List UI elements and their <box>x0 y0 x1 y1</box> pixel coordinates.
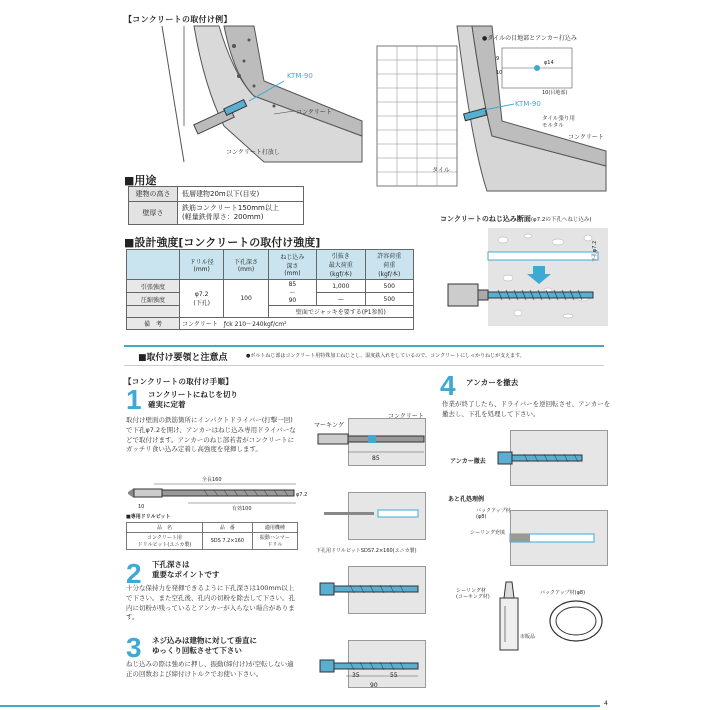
drill-dia-label: φ7.2 <box>296 492 308 498</box>
table-row <box>127 523 298 533</box>
strength-row-head-blank <box>127 306 180 318</box>
strength-table <box>126 249 414 330</box>
right-ktm-label: KTM-90 <box>515 100 541 108</box>
mortar-label: タイル張り用モルタル <box>542 116 575 129</box>
diagram-title-sub: (φ7.2の下孔へねじ込み) <box>530 217 592 223</box>
strength-cell: 500 <box>365 280 414 293</box>
strength-cell: 500 <box>365 293 414 306</box>
anchor-screw-illustration <box>448 278 608 318</box>
drill-effective-label: 有効100 <box>232 506 252 512</box>
removal-figure <box>494 446 604 472</box>
step3-title: ネジ込みは建物に対して垂直に ゆっくり回転させて下さい <box>152 636 257 655</box>
strength-col: 許容荷重 荷重 (kgf/本) <box>365 250 414 280</box>
table-row <box>127 250 414 280</box>
strength-screw: 85 ～ 90 <box>268 280 316 306</box>
table-row <box>129 187 304 202</box>
left-ktm-label: KTM-90 <box>287 72 313 80</box>
step3-number: 3 <box>126 632 142 663</box>
strength-col: 引抜き 最大荷重 (kgf/本) <box>317 250 365 280</box>
strength-col: 下孔深さ (mm) <box>224 250 268 280</box>
strength-cell: 1,000 <box>317 280 365 293</box>
sealing-figure <box>510 528 606 548</box>
table-row <box>127 280 414 293</box>
left-install-illustration <box>124 26 362 162</box>
fig-concrete-label: コンクリート <box>388 413 424 420</box>
right-concrete-label: コンクリート <box>568 134 604 141</box>
drilling-figure <box>318 428 428 458</box>
step4-title: アンカーを撤去 <box>466 378 519 387</box>
fig-55-label: 55 <box>390 672 398 679</box>
fig-90-label: 90 <box>370 682 378 689</box>
diagram-title-main: コンクリートのねじ込み断面 <box>440 215 531 223</box>
diagram-dim-label: 下孔φ7.2 <box>592 240 598 262</box>
fig-bit-name: 下孔用ドリルビットSDS7.2×160(ユニカ製) <box>316 548 417 554</box>
strength-heading: ■設計強度[コンクリートの取付け強度] <box>124 236 321 249</box>
notes-bar <box>124 345 604 366</box>
strength-note-head: 備 考 <box>127 318 180 330</box>
fig-35-label: 35 <box>352 672 360 679</box>
strength-jack: 壁面でジャッキを要する(P1参照) <box>268 306 413 318</box>
strength-col: ドリル径 (mm) <box>180 250 224 280</box>
drill-spec-table <box>126 522 298 550</box>
strength-cell: — <box>317 293 365 306</box>
drill-ten-label: 10 <box>138 504 145 510</box>
step2-number: 2 <box>126 558 142 589</box>
left-exposed-label: コンクリート打放し <box>226 149 280 156</box>
fig-backup-label: バックアップ材 (φ8) <box>476 508 511 520</box>
strength-col: ねじ込み 深さ (mm) <box>268 250 316 280</box>
drill-spec-heading: ■専用ドリルビット <box>126 514 171 520</box>
right-install-illustration <box>372 26 606 191</box>
screw-in-figure-2 <box>316 654 426 680</box>
drill-col: 適用機種 <box>252 523 297 533</box>
step1-title: コンクリートにねじを切り 確実に定着 <box>148 390 238 409</box>
use-row-value: 低層建物20m以下(目安) <box>178 187 304 202</box>
sealing-tube-icon <box>496 582 522 652</box>
fig-sealing-mat-label: シーリング材 (コーキング材) <box>456 588 490 600</box>
d10joint-label: 10(目地部) <box>542 90 568 96</box>
step3-text: ねじ込みの際は強めに押し、振動(締付け)が空転しない適正の回数および締付けトルクでお使い下さい。 <box>126 660 294 678</box>
drill-total-label: 全長160 <box>202 477 222 483</box>
d14-label: φ14 <box>544 60 554 66</box>
example-title: 【コンクリートの取付け例】 <box>124 15 232 24</box>
drill-bit-figure <box>124 474 308 512</box>
fig-backup2-label: バックアップ材(φ8) <box>540 590 586 596</box>
step2-text: 十分な保持力を発揮できるように下孔深さは100mm以上で下さい。また空孔後、孔内の切粉を除去して下さい。孔内に切粉が残っているとアンカーが入らない場合があります。 <box>126 584 295 622</box>
notes-text: ●ボルトねじ部はコンクリート用特殊加工ねじとし、湿度鉄入れをしているので、コンクリートにしっかりねじが支えます。 <box>246 353 525 359</box>
step1-number: 1 <box>126 384 142 415</box>
fig-85-label: 85 <box>372 455 380 462</box>
use-row-value: 鉄筋コンクリート150mm以上 (軽量鉄骨厚さ：200mm) <box>178 202 304 225</box>
fig-marking-label: マーキング <box>314 422 344 429</box>
diagram-title <box>440 214 592 224</box>
page-number: 4 <box>604 700 608 707</box>
screw-in-figure-1 <box>316 576 426 602</box>
d9-label: 9 <box>496 56 500 62</box>
d10-label: 10 <box>496 70 503 76</box>
tile-joint-label: ●タイルの目地部とアンカー打込み <box>482 35 577 42</box>
use-row-head: 壁厚さ <box>129 202 178 225</box>
procedure-heading: 【コンクリートの取付け手順】 <box>124 377 234 386</box>
backup-roll-icon <box>546 596 606 646</box>
use-row-head: 建物の高さ <box>129 187 178 202</box>
table-row <box>127 533 298 550</box>
strength-depth: 100 <box>224 280 268 318</box>
strength-note: コンクリート ƒck 210～240kgf/cm² <box>180 318 414 330</box>
strength-row-head: 引張強度 <box>127 280 180 293</box>
step4-number: 4 <box>440 370 456 401</box>
use-heading: ■用途 <box>124 174 157 187</box>
fig-sealing-label: シーリング充填 <box>470 530 505 536</box>
step2-title: 下孔深さは 重要なポイントです <box>152 560 220 579</box>
drill-cell: コンクリート用 ドリルビット(ユニカ製) <box>127 533 203 550</box>
strength-row-head: 圧縮強度 <box>127 293 180 306</box>
drill-cell: 振動ハンマー ドリル <box>252 533 297 550</box>
strength-drill: φ7.2 (下孔) <box>180 280 224 318</box>
fig-after-label: あと孔処理例 <box>448 496 485 503</box>
footer-rule <box>0 705 600 707</box>
table-row <box>129 202 304 225</box>
fig-market-label: 市販品 <box>520 634 536 640</box>
tile-label: タイル <box>432 167 450 174</box>
table-row <box>127 318 414 330</box>
drill-col: 品 番 <box>202 523 252 533</box>
cleaning-figure <box>324 506 424 526</box>
step1-text: 取付け壁面の鉄筋箇所にインパクトドライバー(打撃一回)で下孔φ7.2を開け、アンカーはねじ込み専用ドライバーなどで取付けます。アンカーのねじ部若者がコンクリートにガッチリ食い込み定着し高強度を発揮します。 <box>126 416 296 454</box>
left-concrete-label: コンクリート <box>296 109 332 116</box>
step4-text: 作業が終了したら、ドライバーを逆回転させ、アンカーを撤去し、下孔を処理して下さい。 <box>442 400 611 418</box>
drill-cell: SDS 7.2×160 <box>202 533 252 550</box>
strength-col-blank <box>127 250 180 280</box>
table-row <box>127 306 414 318</box>
use-table <box>128 186 304 225</box>
notes-heading: ■取付け要領と注意点 <box>138 353 228 363</box>
fig-remove-label: アンカー撤去 <box>450 458 486 465</box>
drill-col: 品 名 <box>127 523 203 533</box>
